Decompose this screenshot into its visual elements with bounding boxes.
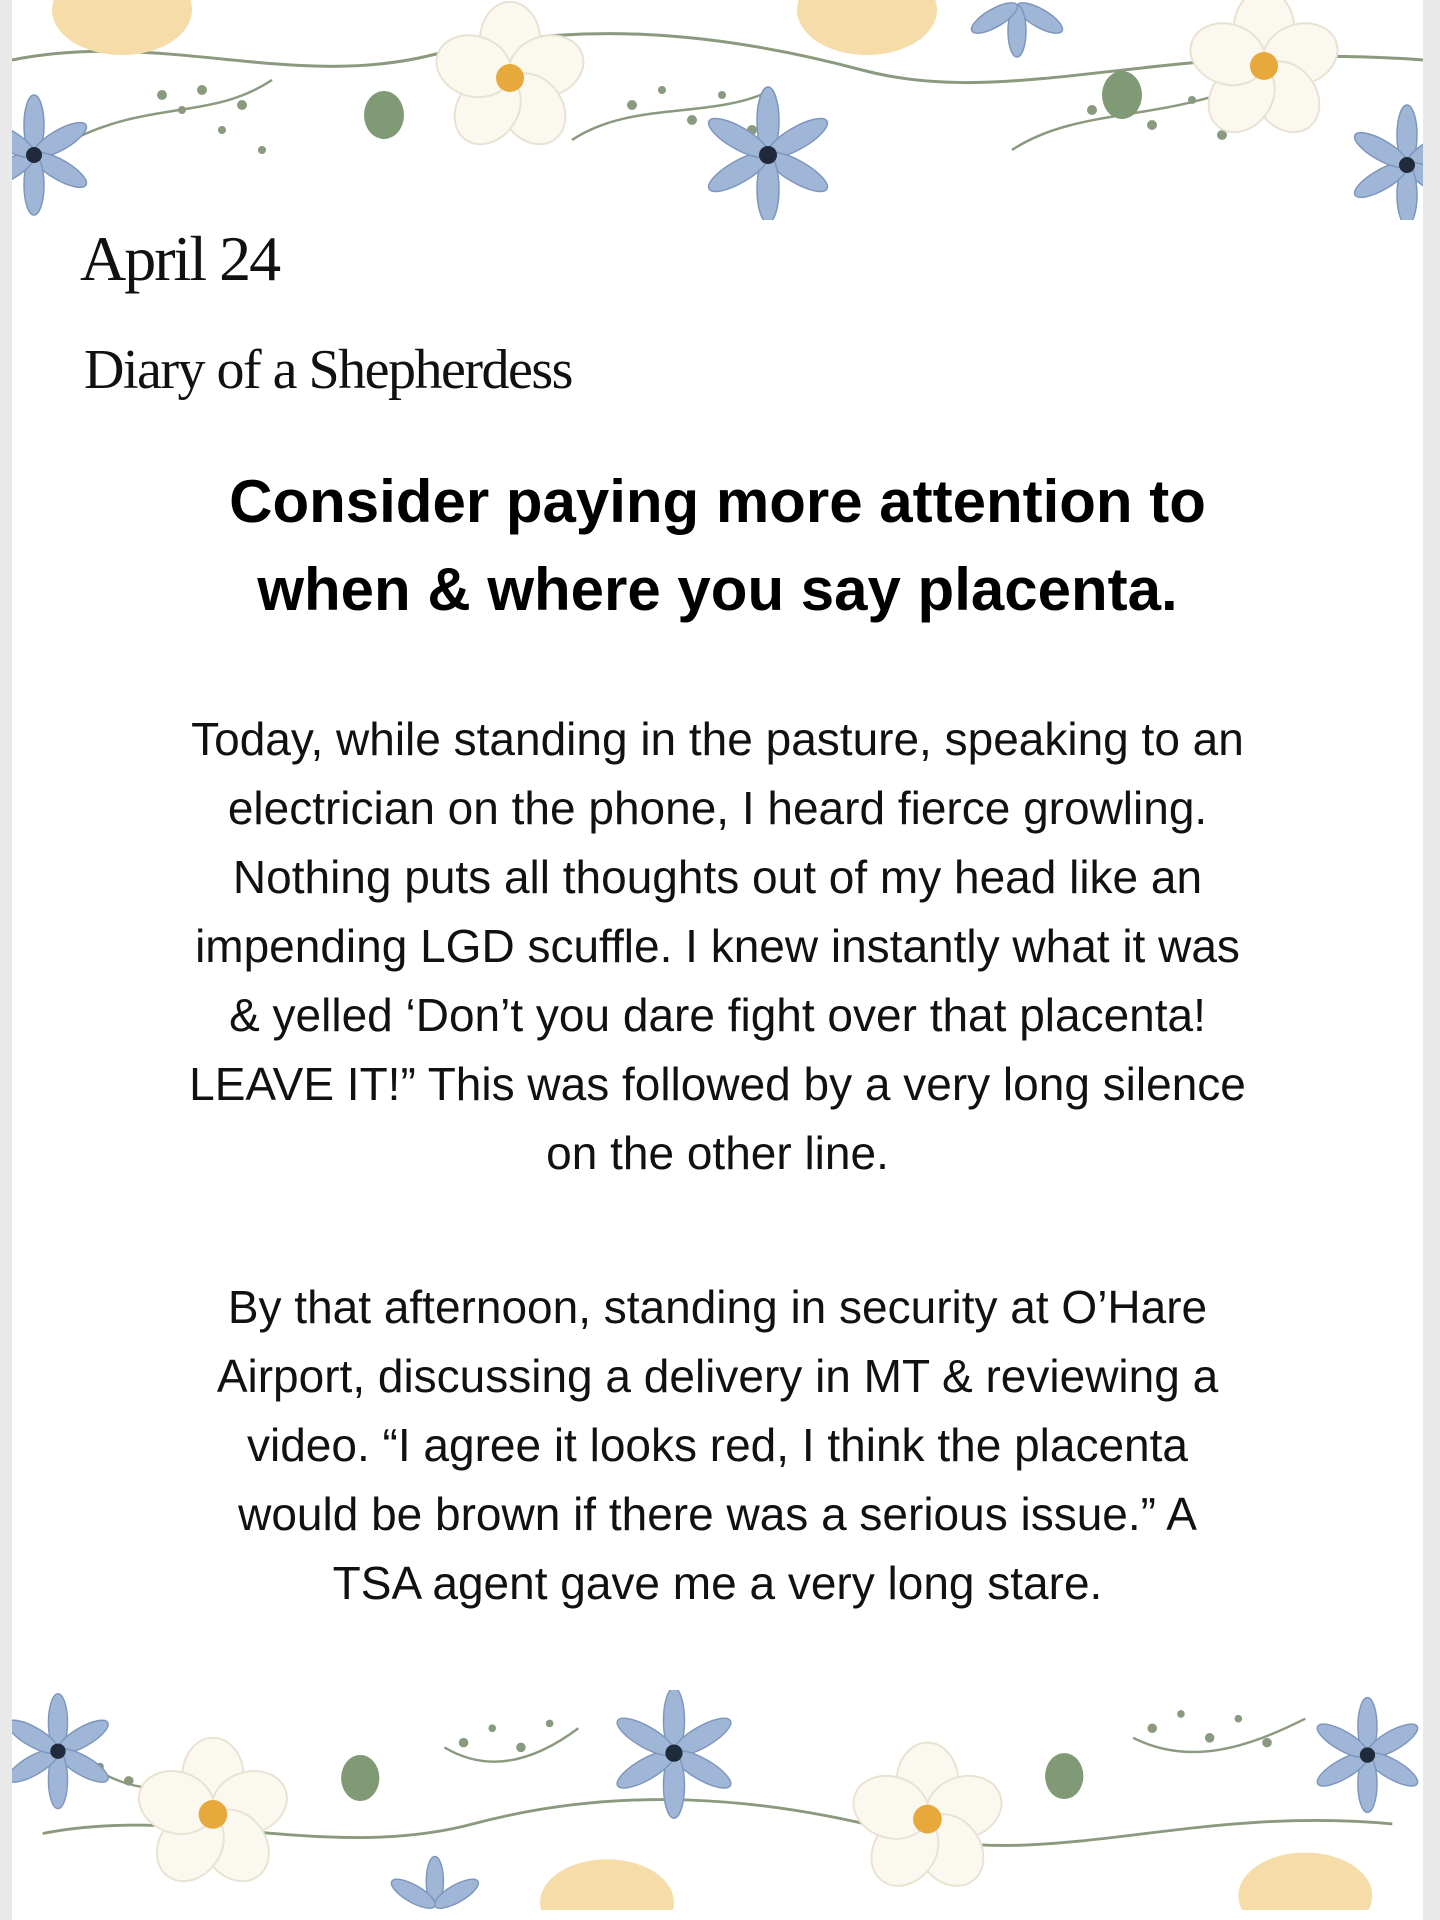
text-line: Nothing puts all thoughts out of my head like an: [232, 851, 1203, 903]
series-title: Diary of a Shepherdess: [84, 339, 572, 401]
paragraph-airport: [52, 1273, 1383, 1618]
text-line: TSA agent gave me a very long stare.: [332, 1557, 1103, 1609]
text-line: By that afternoon, standing in security at O’Hare: [227, 1281, 1208, 1333]
headline: [12, 458, 1423, 634]
text-line: impending LGD scuffle. I knew instantly what it was: [195, 920, 1240, 972]
floral-border-top: [12, 0, 1423, 220]
text-line: & yelled ‘Don’t you dare fight over that placenta!: [229, 989, 1206, 1041]
headline-line: when & where you say placenta.: [257, 556, 1178, 623]
floral-border-bottom: [12, 1690, 1423, 1910]
text-line: Today, while standing in the pasture, speaking to an: [191, 713, 1244, 765]
text-line: on the other line.: [546, 1127, 889, 1179]
entry-date: April 24: [80, 223, 280, 294]
paragraph-pasture: [52, 705, 1383, 1188]
headline-line: Consider paying more attention to: [229, 468, 1206, 535]
text-line: would be brown if there was a serious issue.” A: [238, 1488, 1197, 1540]
diary-page: [12, 0, 1423, 1920]
text-line: electrician on the phone, I heard fierce growling.: [227, 782, 1208, 834]
text-line: LEAVE IT!” This was followed by a very long silence: [189, 1058, 1246, 1110]
text-line: Airport, discussing a delivery in MT & reviewing a: [216, 1350, 1219, 1402]
text-line: video. “I agree it looks red, I think the placenta: [247, 1419, 1188, 1471]
